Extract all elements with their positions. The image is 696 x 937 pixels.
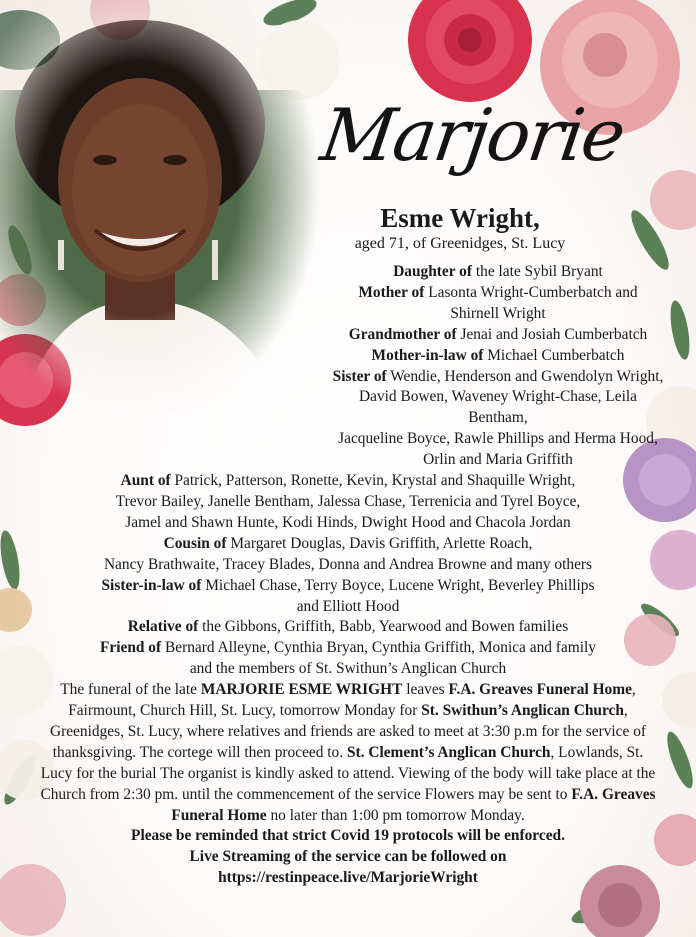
aunt-line-3: Jamel and Shawn Hunte, Kodi Hinds, Dwight Hood and Chacola Jordan xyxy=(125,513,571,531)
mother-in-law-line: Mother-in-law of Michael Cumberbatch xyxy=(371,346,625,364)
sister-line-4: Orlin and Maria Griffith xyxy=(423,451,573,469)
daughter-line: Daughter of the late Sybil Bryant xyxy=(393,263,603,280)
aunt-line: Aunt of Patrick, Patterson, Ronette, Kevin, Krystal and Shaquille Wright, xyxy=(120,472,576,490)
obituary-body xyxy=(30,262,666,889)
cousin-line: Cousin of Margaret Douglas, Davis Griffith, Arlette Roach, xyxy=(163,534,533,552)
funeral-paragraph: The funeral of the late MARJORIE ESME WRIGHT leaves F.A. Greaves Funeral Home, Fairmount, Church Hill, St. Lucy, tomorrow Monday for St. Swithun’s Anglican Church, Greenidges, St. Lucy, where relatives and friends are asked to meet at 3:30 p.m for the service of thanksgiving. The cortege will then proceed to. St. Clement’s Anglican Church, Lowlands, St. Lucy for the burial The organist is kindly asked to attend. Viewing of the body will take place at the Church from 2:30 pm. until the commencement of the service Flowers may be sent to F.A. Greaves Funeral Home no later than 1:00 pm tomorrow Monday. xyxy=(40,681,656,824)
friend-line: Friend of Bernard Alleyne, Cynthia Bryan, Cynthia Griffith, Monica and family xyxy=(100,639,596,657)
grandmother-line: Grandmother of Jenai and Josiah Cumberbatch xyxy=(348,325,648,343)
cousin-line-2: Nancy Brathwaite, Tracey Blades, Donna and Andrea Browne and many others xyxy=(103,555,593,573)
aunt-line-2: Trevor Bailey, Janelle Bentham, Jalessa Chase, Terrenicia and Tyrel Boyce, xyxy=(115,492,581,510)
age-line: aged 71, of Greenidges, St. Lucy xyxy=(354,235,566,252)
sister-line-2: David Bowen, Waveney Wright-Chase, Leila Bentham, xyxy=(359,388,637,427)
first-name-script: Marjorie xyxy=(316,93,629,177)
relative-line: Relative of the Gibbons, Griffith, Babb, Yearwood and Bowen families xyxy=(127,618,569,636)
stream-notice: Live Streaming of the service can be followed on xyxy=(189,848,507,866)
friend-line-2: and the members of St. Swithun’s Anglican Church xyxy=(189,660,507,678)
sister-in-law-line-2: and Elliott Hood xyxy=(296,597,400,615)
surname: Esme Wright, xyxy=(380,203,540,233)
sister-line: Sister of Wendie, Henderson and Gwendolyn Wright, xyxy=(332,367,664,385)
sister-line-3: Jacqueline Boyce, Rawle Phillips and Herma Hood, xyxy=(338,430,658,448)
red-rose-top xyxy=(408,0,532,102)
sister-in-law-line: Sister-in-law of Michael Chase, Terry Boyce, Lucene Wright, Beverley Phillips xyxy=(101,576,595,594)
stream-url[interactable]: https://restinpeace.live/MarjorieWright xyxy=(218,869,478,887)
mother-line: Mother of Lasonta Wright-Cumberbatch and xyxy=(358,283,638,301)
covid-notice: Please be reminded that strict Covid 19 protocols will be enforced. xyxy=(131,827,565,845)
mother-line-cont: Shirnell Wright xyxy=(450,304,546,322)
